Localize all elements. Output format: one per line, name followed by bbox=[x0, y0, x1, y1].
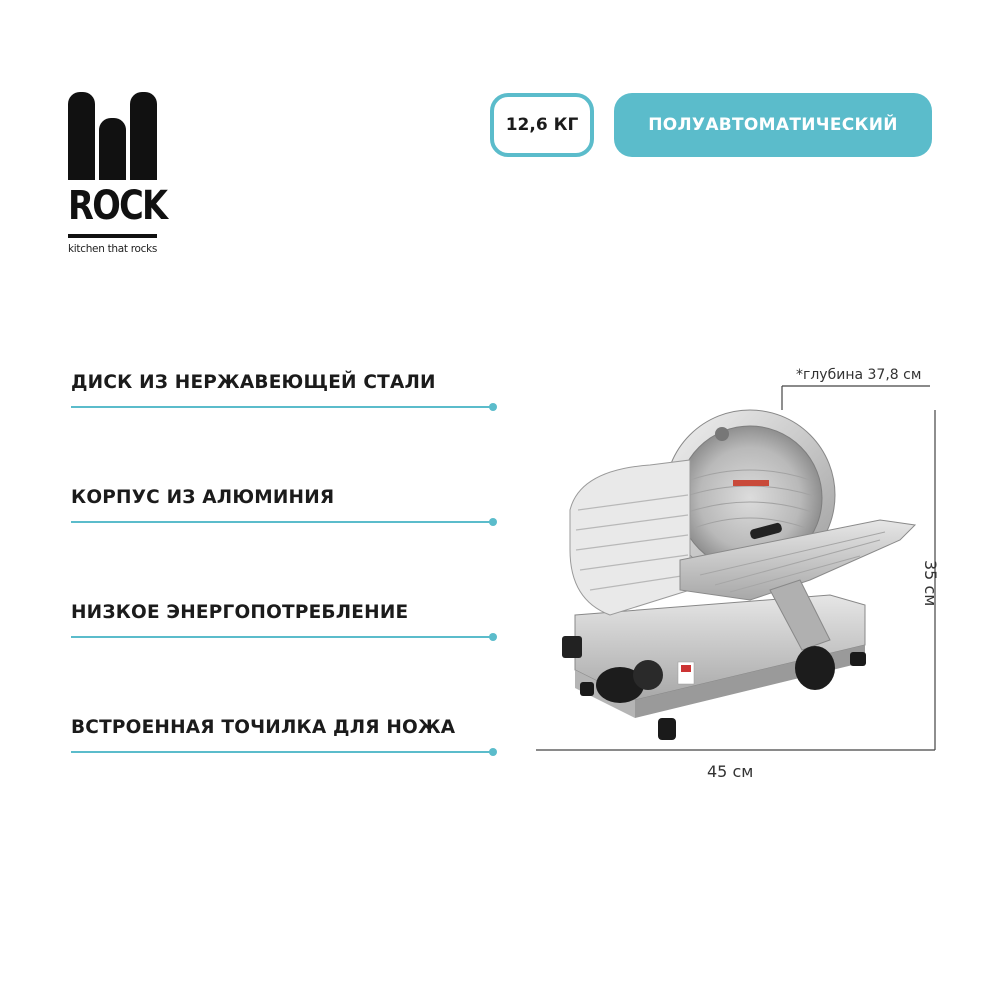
feature-dot-icon bbox=[489, 518, 497, 526]
feature-dot-icon bbox=[489, 403, 497, 411]
logo-bars-icon bbox=[68, 92, 168, 180]
feature-label: КОРПУС ИЗ АЛЮМИНИЯ bbox=[71, 487, 335, 508]
feature-item bbox=[71, 717, 501, 747]
weight-badge: 12,6 КГ bbox=[490, 93, 594, 157]
feature-item bbox=[71, 602, 501, 632]
brand-tagline: kitchen that rocks bbox=[68, 243, 158, 255]
feature-label: ВСТРОЕННАЯ ТОЧИЛКА ДЛЯ НОЖА bbox=[71, 717, 456, 738]
width-label: 45 см bbox=[707, 762, 754, 781]
feature-underline bbox=[71, 751, 492, 753]
logo-divider bbox=[68, 234, 157, 238]
feature-item bbox=[71, 487, 501, 517]
feature-dot-icon bbox=[489, 633, 497, 641]
brand-logo bbox=[68, 92, 168, 255]
feature-label: НИЗКОЕ ЭНЕРГОПОТРЕБЛЕНИЕ bbox=[71, 602, 409, 623]
meat-slicer-image bbox=[540, 400, 930, 750]
depth-note: *глубина 37,8 см bbox=[796, 367, 922, 383]
height-label: 35 см bbox=[921, 560, 940, 607]
brand-name: ROCK bbox=[68, 183, 167, 229]
mode-badge: ПОЛУАВТОМАТИЧЕСКИЙ bbox=[614, 93, 932, 157]
feature-dot-icon bbox=[489, 748, 497, 756]
feature-underline bbox=[71, 636, 492, 638]
feature-item bbox=[71, 372, 501, 402]
feature-underline bbox=[71, 521, 492, 523]
feature-underline bbox=[71, 406, 492, 408]
feature-label: ДИСК ИЗ НЕРЖАВЕЮЩЕЙ СТАЛИ bbox=[71, 372, 436, 393]
